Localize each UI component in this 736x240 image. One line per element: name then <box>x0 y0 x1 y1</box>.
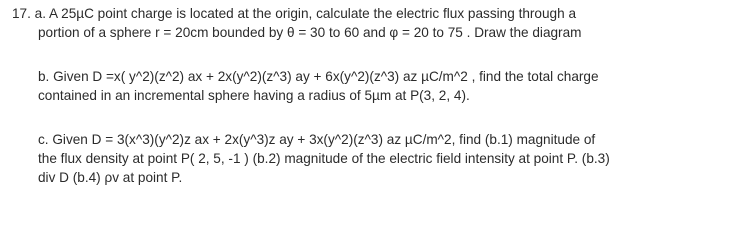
part-c-line-1: c. Given D = 3(x^3)(y^2)z ax + 2x(y^3)z ay + 3x(y^2)(z^3) az µC/m^2, find (b.1) magnitude of <box>38 132 596 147</box>
part-a-line-1: 17. a. A 25µC point charge is located at the origin, calculate the electric flux passing through a <box>12 6 577 21</box>
part-c-line-3: div D (b.4) ρv at point P. <box>38 170 183 185</box>
part-b-line-2: contained in an incremental sphere having a radius of 5µm at P(3, 2, 4). <box>38 88 470 103</box>
question-part-a <box>12 4 581 42</box>
part-a-line-2: portion of a sphere r = 20cm bounded by θ = 30 to 60 and φ = 20 to 75 . Draw the diagram <box>38 25 582 40</box>
part-c-line-2: the flux density at point P( 2, 5, -1 ) (b.2) magnitude of the electric field intensity at point P. (b.3) <box>38 151 610 166</box>
question-part-b <box>12 67 599 105</box>
part-b-line-1: b. Given D =x( y^2)(z^2) ax + 2x(y^2)(z^3) ay + 6x(y^2)(z^3) az µC/m^2 , find the total charge <box>38 69 599 84</box>
question-part-c <box>12 130 610 187</box>
